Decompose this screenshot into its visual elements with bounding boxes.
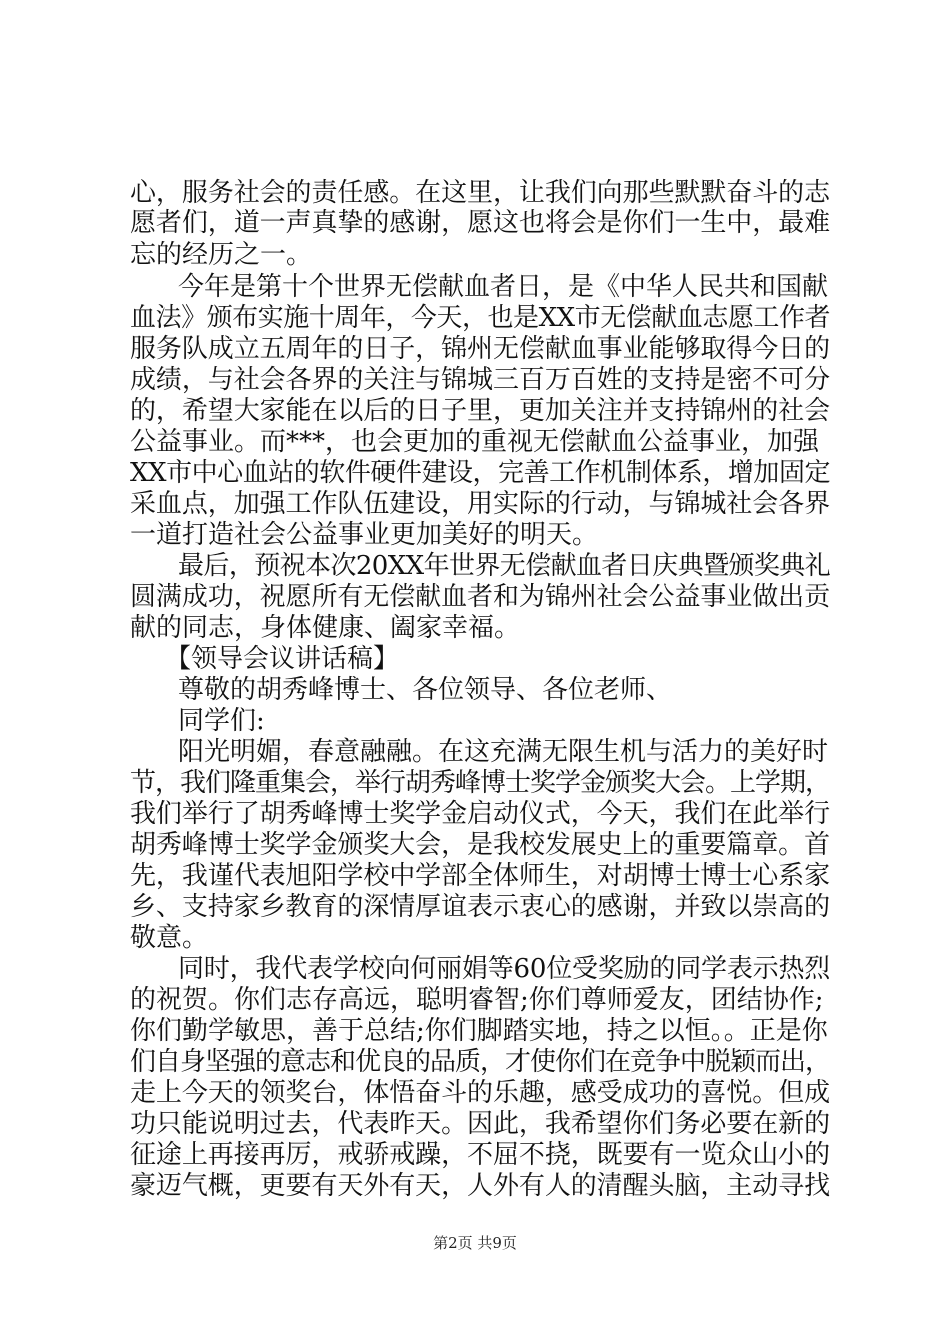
text-line: 采血点，加强工作队伍建设，用实际的行动，与锦城社会各界	[130, 489, 830, 519]
section-heading: 【领导会议讲话稿】	[165, 644, 400, 674]
text-line: 同时，我代表学校向何丽娟等60位受奖励的同学表示热烈	[178, 954, 830, 984]
text-line: 征途上再接再厉，戒骄戒躁，不屈不挠，既要有一览众山小的	[130, 1140, 830, 1170]
text-line: 你们勤学敏思，善于总结;你们脚踏实地，持之以恒。。正是你	[130, 1016, 828, 1046]
text-line: 血法》颁布实施十周年，今天，也是XX市无偿献血志愿工作者	[130, 303, 830, 333]
salutation-line: 同学们:	[178, 706, 265, 736]
text-line: 心，服务社会的责任感。在这里，让我们向那些默默奋斗的志	[130, 178, 830, 208]
text-line: 走上今天的领奖台，体悟奋斗的乐趣，感受成功的喜悦。但成	[130, 1078, 830, 1108]
text-line: 公益事业。而***，也会更加的重视无偿献血公益事业，加强	[130, 427, 820, 457]
page-footer: 第2页 共9页	[433, 1234, 517, 1252]
text-line: 的，希望大家能在以后的日子里，更加关注并支持锦州的社会	[130, 396, 830, 426]
text-line: 先，我谨代表旭阳学校中学部全体师生，对胡博士博士心系家	[130, 861, 830, 891]
text-line: 成绩，与社会各界的关注与锦城三百万百姓的支持是密不可分	[130, 365, 830, 395]
text-line: 阳光明媚，春意融融。在这充满无限生机与活力的美好时	[178, 737, 829, 767]
text-line: 豪迈气概，更要有天外有天，人外有人的清醒头脑，主动寻找	[130, 1171, 830, 1201]
text-line: 们自身坚强的意志和优良的品质，才使你们在竞争中脱颖而出，	[130, 1047, 830, 1077]
text-line: 乡、支持家乡教育的深情厚谊表示衷心的感谢，并致以崇高的	[130, 892, 830, 922]
text-line: 最后，预祝本次20XX年世界无偿献血者日庆典暨颁奖典礼	[178, 551, 830, 581]
text-line: 一道打造社会公益事业更加美好的明天。	[130, 520, 599, 550]
text-line: 的祝贺。你们志存高远，聪明睿智;你们尊师爱友，团结协作;	[130, 985, 824, 1015]
text-line: 敬意。	[130, 923, 209, 953]
text-line: XX市中心血站的软件硬件建设，完善工作机制体系，增加固定	[130, 458, 830, 488]
text-line: 服务队成立五周年的日子，锦州无偿献血事业能够取得今日的	[130, 334, 830, 364]
text-line: 功只能说明过去，代表昨天。因此，我希望你们务必要在新的	[130, 1109, 830, 1139]
text-line: 今年是第十个世界无偿献血者日，是《中华人民共和国献	[178, 272, 829, 302]
text-line: 节，我们隆重集会，举行胡秀峰博士奖学金颁奖大会。上学期，	[130, 768, 830, 798]
text-line: 献的同志，身体健康、阖家幸福。	[130, 613, 521, 643]
text-line: 我们举行了胡秀峰博士奖学金启动仪式，今天，我们在此举行	[130, 799, 830, 829]
text-line: 胡秀峰博士奖学金颁奖大会，是我校发展史上的重要篇章。首	[130, 830, 830, 860]
text-line: 忘的经历之一。	[130, 240, 313, 270]
salutation-line: 尊敬的胡秀峰博士、各位领导、各位老师、	[178, 675, 673, 705]
text-line: 愿者们，道一声真挚的感谢，愿这也将会是你们一生中，最难	[130, 208, 830, 238]
text-line: 圆满成功，祝愿所有无偿献血者和为锦州社会公益事业做出贡	[130, 582, 830, 612]
